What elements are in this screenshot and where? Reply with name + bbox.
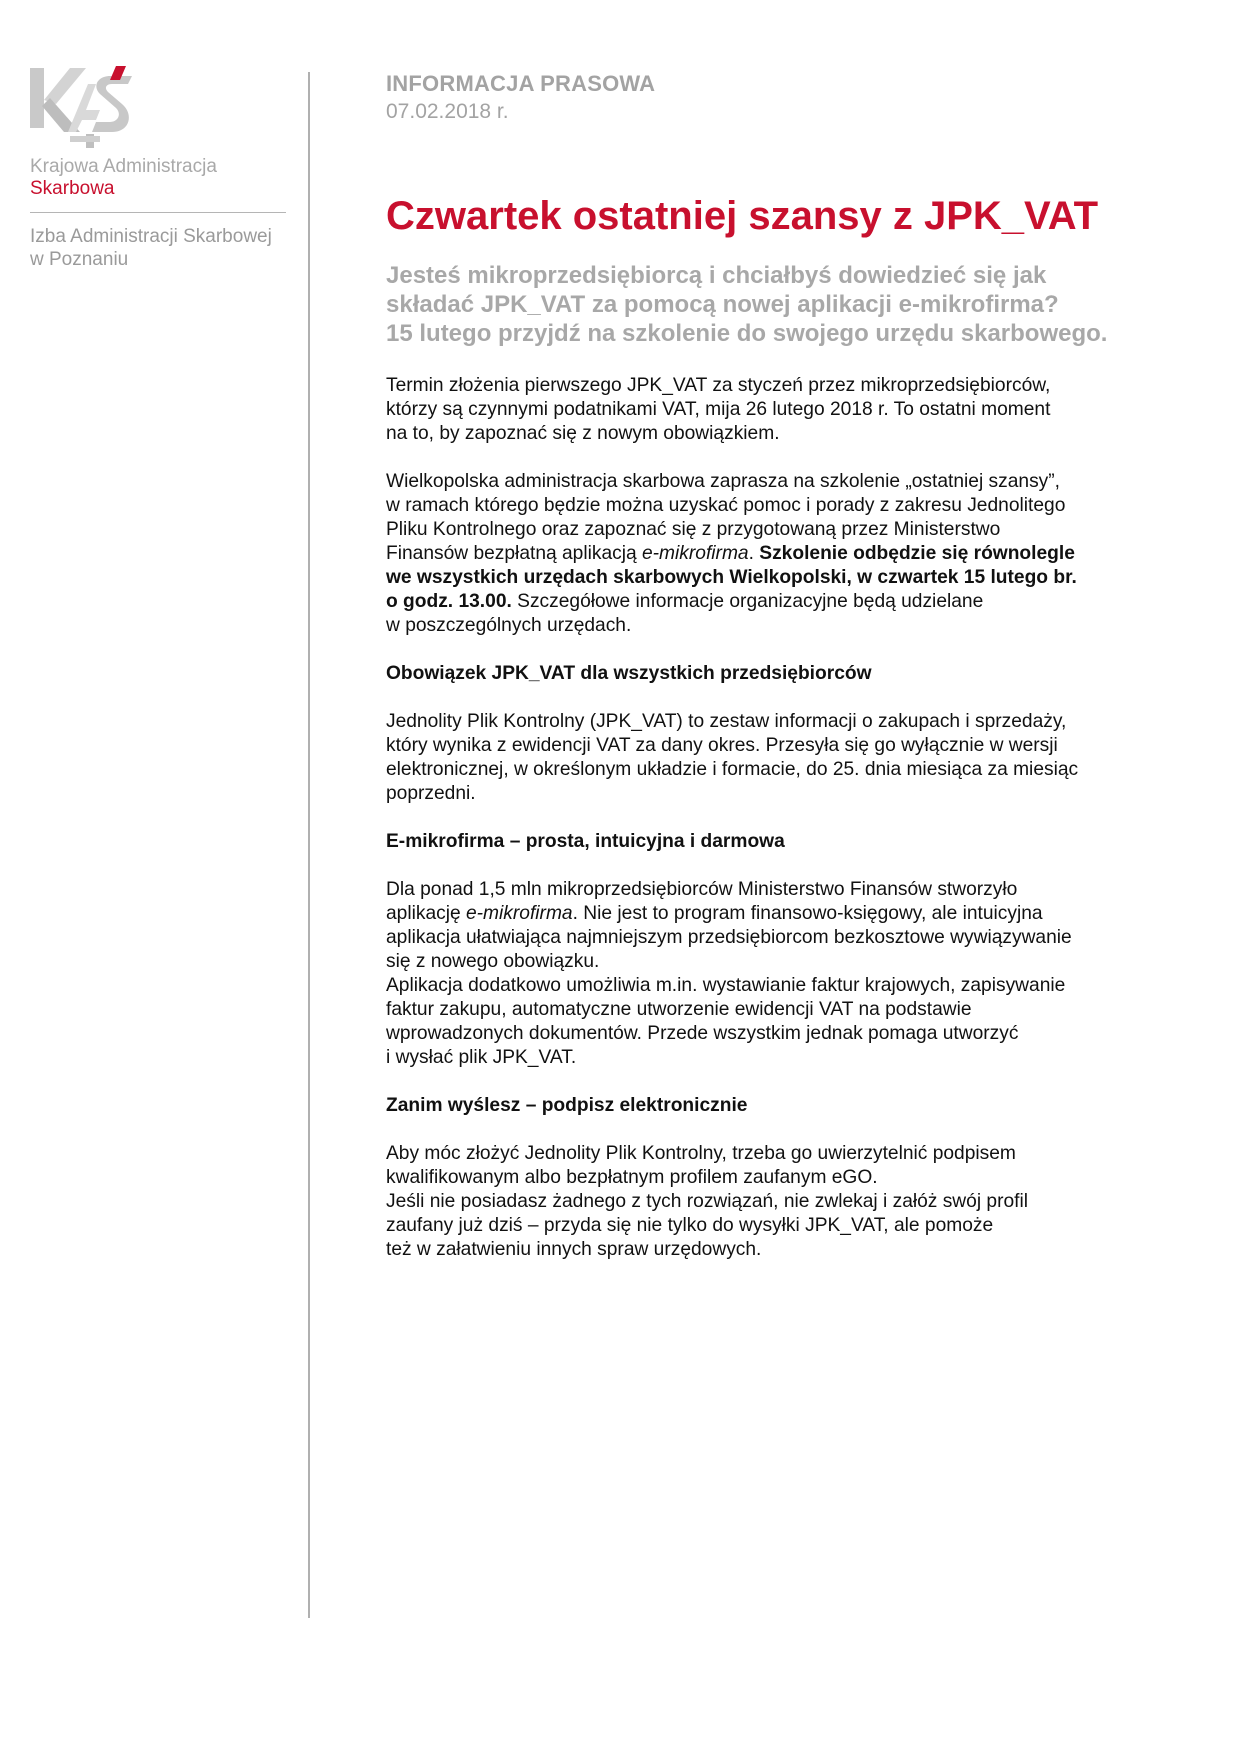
text-line — [386, 542, 1166, 566]
text-line: w poszczególnych urzędach. — [386, 615, 632, 636]
chamber-name — [30, 225, 286, 271]
kas-logo-icon — [30, 62, 140, 150]
paragraph-jpk-definition — [386, 710, 1166, 806]
text-line: faktur zakupu, automatyczne utworzenie ewidencji VAT na podstawie — [386, 999, 972, 1020]
text-line: którzy są czynnymi podatnikami VAT, mija 26 lutego 2018 r. To ostatni moment — [386, 399, 1051, 420]
paragraph-e-mikrofirma — [386, 878, 1166, 1070]
text-line — [386, 902, 1166, 926]
text-line: elektronicznej, w określonym układzie i formacie, do 25. dnia miesiąca za miesiąc — [386, 759, 1079, 780]
text-line: Jeśli nie posiadasz żadnego z tych rozwiązań, nie zwlekaj i załóż swój profil — [386, 1191, 1029, 1212]
lead-line: 15 lutego przyjdź na szkolenie do swojego urzędu skarbowego. — [386, 320, 1108, 347]
article-lead — [386, 261, 1176, 348]
paragraph-training — [386, 470, 1166, 638]
app-name-italic: e-mikrofirma — [466, 903, 573, 924]
text-run: aplikację — [386, 903, 466, 924]
press-release-label: INFORMACJA PRASOWA — [386, 71, 656, 96]
text-line: Aplikacja dodatkowo umożliwia m.in. wystawianie faktur krajowych, zapisywanie — [386, 975, 1066, 996]
section-heading: Zanim wyślesz – podpisz elektronicznie — [386, 1095, 748, 1116]
paragraph-deadline — [386, 374, 1166, 446]
text-run: Finansów bezpłatną aplikacją — [386, 543, 642, 564]
text-line: wprowadzonych dokumentów. Przede wszystkim jednak pomaga utworzyć — [386, 1023, 1019, 1044]
vertical-divider — [308, 72, 310, 1618]
release-date: 07.02.2018 r. — [386, 100, 509, 123]
sidebar — [30, 62, 286, 271]
text-line: zaufany już dziś – przyda się nie tylko do wysyłki JPK_VAT, ale pomoże — [386, 1215, 994, 1236]
lead-line: składać JPK_VAT za pomocą nowej aplikacji e-mikrofirma? — [386, 291, 1059, 318]
text-line: Termin złożenia pierwszego JPK_VAT za styczeń przez mikroprzedsiębiorców, — [386, 375, 1051, 396]
text-line: Pliku Kontrolnego oraz zapoznać się z przygotowaną przez Ministerstwo — [386, 519, 1001, 540]
text-line: Wielkopolska administracja skarbowa zaprasza na szkolenie „ostatniej szansy”, — [386, 471, 1060, 492]
lead-line: Jesteś mikroprzedsiębiorcą i chciałbyś dowiedzieć się jak — [386, 262, 1047, 289]
text-bold: Szkolenie odbędzie się równolegle — [759, 543, 1075, 564]
text-line: który wynika z ewidencji VAT za dany okres. Przesyła się go wyłącznie w wersji — [386, 735, 1058, 756]
org-name-skarbowa: Skarbowa — [30, 178, 115, 199]
section-heading: Obowiązek JPK_VAT dla wszystkich przedsiębiorców — [386, 663, 872, 684]
text-line: kwalifikowanym albo bezpłatnym profilem zaufanym eGO. — [386, 1167, 878, 1188]
app-name-italic: e-mikrofirma — [642, 543, 749, 564]
text-line: też w załatwieniu innych spraw urzędowych. — [386, 1239, 762, 1260]
text-line — [386, 566, 1166, 590]
section-heading: E-mikrofirma – prosta, intuicyjna i darmowa — [386, 831, 785, 852]
sidebar-divider — [30, 212, 286, 213]
paragraph-signature — [386, 1142, 1166, 1262]
chamber-name-line1: Izba Administracji Skarbowej — [30, 226, 272, 247]
text-line: się z nowego obowiązku. — [386, 951, 600, 972]
text-line: aplikacja ułatwiająca najmniejszym przedsiębiorcom bezkosztowe wywiązywanie — [386, 927, 1072, 948]
text-line — [386, 590, 1166, 614]
text-line: w ramach którego będzie można uzyskać pomoc i porady z zakresu Jednolitego — [386, 495, 1066, 516]
text-line: Jednolity Plik Kontrolny (JPK_VAT) to zestaw informacji o zakupach i sprzedaży, — [386, 711, 1067, 732]
text-line: poprzedni. — [386, 783, 476, 804]
text-line: i wysłać plik JPK_VAT. — [386, 1047, 577, 1068]
text-run: Szczegółowe informacje organizacyjne będą udzielane — [511, 591, 984, 612]
text-run: . — [748, 543, 760, 564]
text-line: Dla ponad 1,5 mln mikroprzedsiębiorców Ministerstwo Finansów stworzyło — [386, 879, 1018, 900]
text-line: na to, by zapoznać się z nowym obowiązkiem. — [386, 423, 780, 444]
text-bold: we wszystkich urzędach skarbowych Wielkopolski, w czwartek 15 lutego br. — [386, 567, 1077, 588]
text-bold: o godz. 13.00. — [386, 591, 512, 612]
chamber-name-line2: w Poznaniu — [30, 249, 129, 270]
text-line: Aby móc złożyć Jednolity Plik Kontrolny, trzeba go uwierzytelnić podpisem — [386, 1143, 1016, 1164]
text-run: . Nie jest to program finansowo-księgowy, ale intuicyjna — [572, 903, 1043, 924]
org-name: Krajowa Administracja — [30, 156, 217, 177]
article-title: Czwartek ostatniej szansy z JPK_VAT — [386, 194, 1099, 238]
main-content — [386, 70, 1156, 1262]
